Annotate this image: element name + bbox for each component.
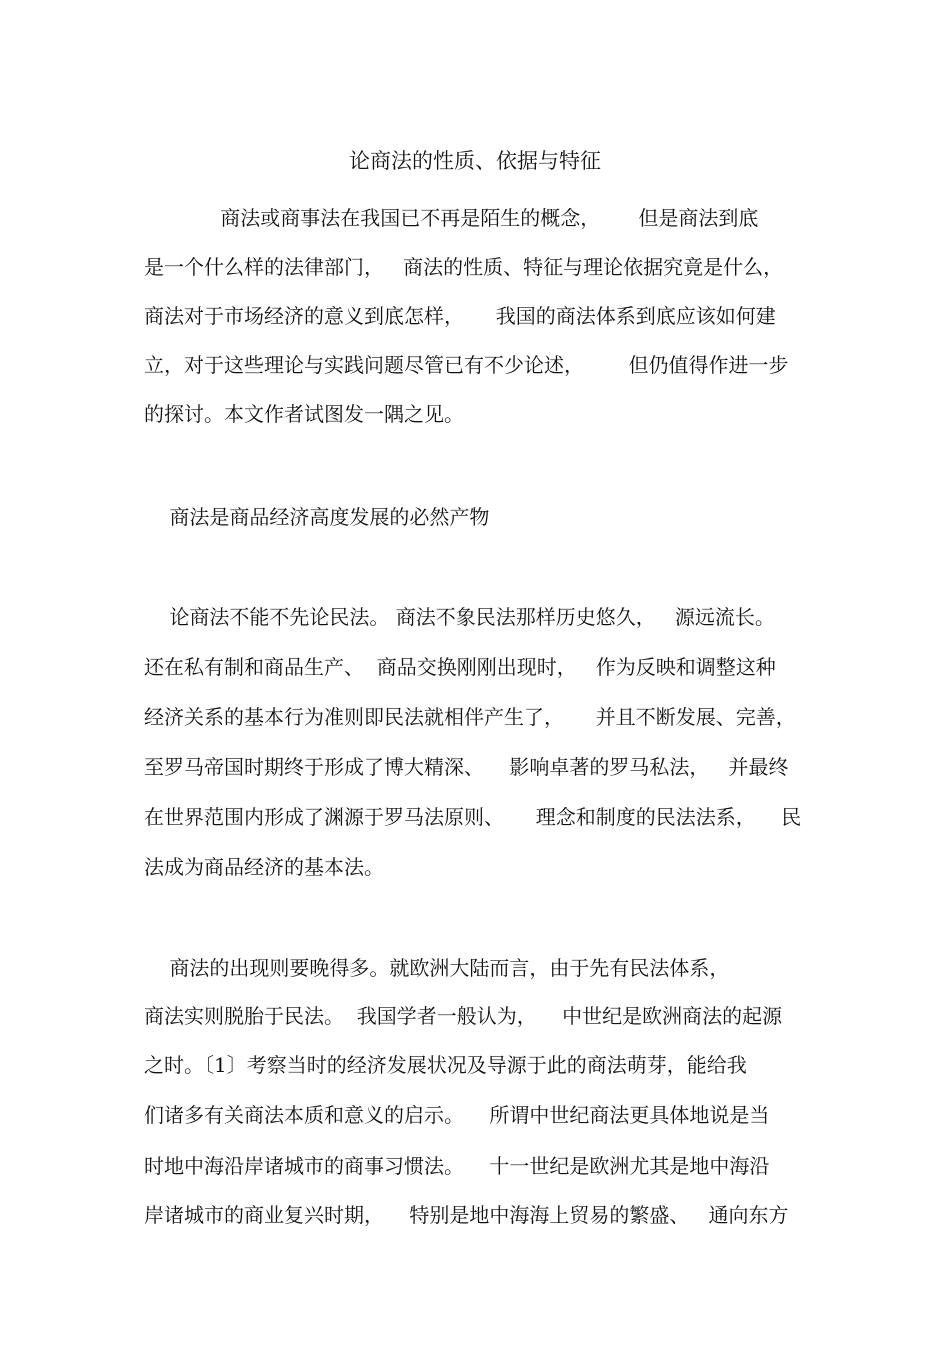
paragraph2-line-4: 们诸多有关商法本质和意义的启示。 所谓中世纪商法更具体地说是当: [144, 1103, 770, 1127]
paragraph2-line-5: 时地中海沿岸诸城市的商事习惯法。 十一世纪是欧洲尤其是地中海沿: [144, 1154, 770, 1178]
paragraph2-line-6: 岸诸城市的商业复兴时期， 特别是地中海海上贸易的繁盛、 通向东方: [144, 1203, 789, 1227]
intro-line-4: 立，对于这些理论与实践问题尽管已有不少论述， 但仍值得作进一步: [144, 353, 789, 377]
paragraph1-line-3: 经济关系的基本行为准则即民法就相伴产生了， 并且不断发展、完善，: [144, 705, 796, 729]
paragraph2-line-2: 商法实则脱胎于民法。 我国学者一般认为， 中世纪是欧洲商法的起源: [144, 1004, 783, 1028]
intro-line-3: 商法对于市场经济的意义到底怎样， 我国的商法体系到底应该如何建: [144, 304, 776, 328]
section-heading: 商法是商品经济高度发展的必然产物: [144, 505, 490, 529]
paragraph1-line-1: 论商法不能不先论民法。 商法不象民法那样历史悠久， 源远流长。: [144, 605, 775, 629]
paragraph1-line-4: 至罗马帝国时期终于形成了博大精深、 影响卓著的罗马私法， 并最终: [144, 755, 789, 779]
paragraph1-line-2: 还在私有制和商品生产、 商品交换刚刚出现时， 作为反映和调整这种: [144, 655, 776, 679]
paragraph1-line-5: 在世界范围内形成了渊源于罗马法原则、 理念和制度的民法法系， 民: [144, 805, 802, 829]
paragraph2-line-3: 之时。〔1〕考察当时的经济发展状况及导源于此的商法萌芽，能给我: [144, 1053, 747, 1077]
document-title: 论商法的性质、依据与特征: [349, 149, 601, 173]
intro-line-2: 是一个什么样的法律部门， 商法的性质、特征与理论依据究竟是什么，: [144, 255, 784, 279]
paragraph1-line-6: 法成为商品经济的基本法。: [144, 855, 384, 879]
paragraph2-line-1: 商法的出现则要晚得多。就欧洲大陆而言，由于先有民法体系，: [144, 956, 730, 980]
intro-line-1: 商法或商事法在我国已不再是陌生的概念， 但是商法到底: [144, 206, 759, 230]
intro-line-5: 的探讨。本文作者试图发一隅之见。: [144, 402, 464, 426]
